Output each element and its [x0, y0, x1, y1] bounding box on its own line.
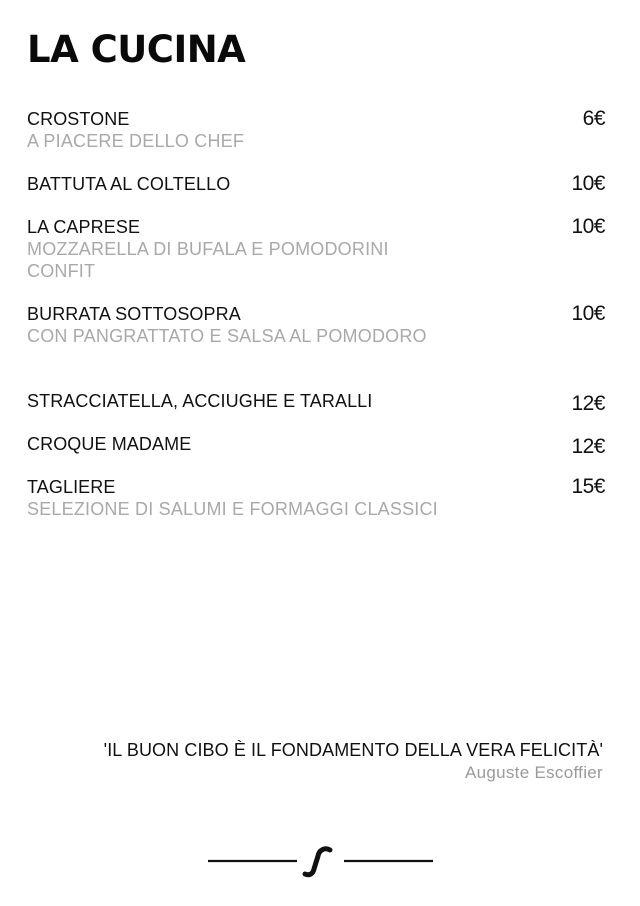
menu-item-name: TAGLIERE	[27, 477, 116, 497]
menu-item-name: CROQUE MADAME	[27, 434, 192, 454]
page-title: LA CUCINA	[27, 28, 246, 71]
menu-item-caprese	[27, 216, 605, 303]
menu-item-price: 12€	[571, 435, 605, 458]
menu-item-price: 10€	[571, 172, 605, 195]
menu-item-price: 10€	[571, 215, 605, 238]
menu-item-description: CON PANGRATTATO E SALSA AL POMODORO	[27, 326, 427, 346]
menu-item-description: SELEZIONE DI SALUMI E FORMAGGI CLASSICI	[27, 499, 438, 519]
menu-list	[27, 108, 605, 542]
menu-item-price: 10€	[571, 302, 605, 325]
menu-item-price: 12€	[571, 392, 605, 415]
menu-item-battuta	[27, 173, 605, 216]
menu-item-croque-madame	[27, 433, 605, 476]
menu-item-stracciatella	[27, 390, 605, 433]
menu-item-description: MOZZARELLA DI BUFALA E POMODORINI CONFIT	[27, 239, 389, 281]
menu-item-price: 6€	[582, 107, 605, 130]
menu-item-burrata	[27, 303, 605, 390]
quote-block	[104, 738, 603, 784]
menu-item-name: CROSTONE	[27, 109, 130, 129]
menu-item-crostone	[27, 108, 605, 173]
menu-item-name: BURRATA SOTTOSOPRA	[27, 304, 241, 324]
menu-item-price: 15€	[571, 475, 605, 498]
menu-item-name: LA CAPRESE	[27, 217, 141, 237]
menu-item-name: BATTUTA AL COLTELLO	[27, 174, 231, 194]
menu-item-name: STRACCIATELLA, ACCIUGHE E TARALLI	[27, 391, 373, 411]
quote-author: Auguste Escoffier	[464, 763, 603, 782]
brand-s-logo-icon	[206, 842, 434, 882]
menu-item-description: A PIACERE DELLO CHEF	[27, 131, 245, 151]
quote-text: 'IL BUON CIBO È IL FONDAMENTO DELLA VERA FELICITÀ'	[103, 740, 603, 760]
menu-item-tagliere	[27, 476, 605, 542]
